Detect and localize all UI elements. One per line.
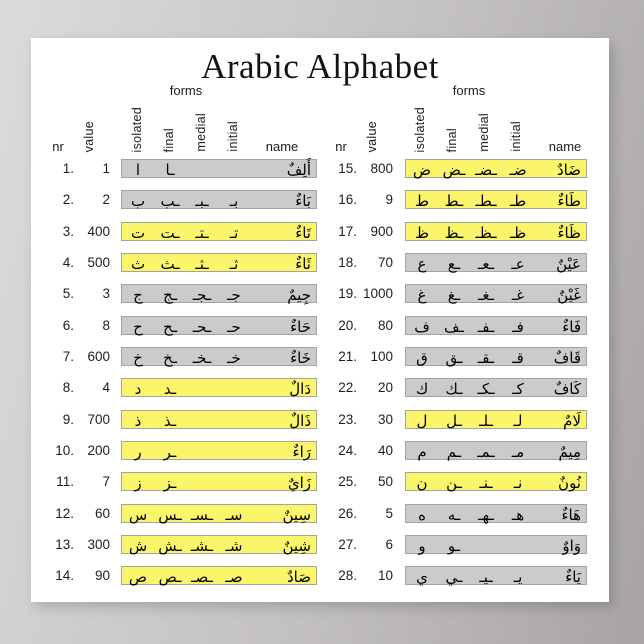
letter-bar (405, 190, 587, 209)
abjad-value: 90 (94, 568, 110, 584)
initial-form: كـ (512, 380, 524, 399)
abjad-value: 600 (87, 349, 110, 365)
initial-form: نـ (513, 474, 523, 493)
abjad-value: 4 (102, 380, 110, 396)
isolated-form: خ (133, 349, 143, 368)
abjad-value: 200 (87, 443, 110, 459)
letter-name: دَالٌ (289, 380, 311, 399)
letter-bar (405, 441, 587, 460)
abjad-value: 700 (87, 411, 110, 427)
alphabet-row (42, 566, 329, 597)
initial-form: خـ (227, 349, 241, 368)
alphabet-row (42, 441, 329, 472)
final-form: ـج (162, 286, 178, 305)
abjad-value: 400 (87, 223, 110, 239)
letter-bar (405, 378, 587, 397)
medial-form: ـنـ (479, 474, 493, 493)
final-form: ـع (447, 255, 461, 274)
alphabet-row (325, 535, 598, 566)
medial-form: ـطـ (475, 192, 497, 211)
initial-form (218, 473, 250, 490)
row-number: 28. (338, 568, 357, 584)
letter-bar (121, 159, 317, 178)
abjad-value: 5 (385, 505, 393, 521)
final-form: ـز (163, 474, 177, 493)
final-form: ـك (445, 380, 463, 399)
initial-form: مـ (511, 443, 525, 462)
letter-bar (405, 472, 587, 491)
abjad-value: 9 (385, 192, 393, 208)
medial-form: ـيـ (479, 568, 493, 587)
letter-bar (405, 504, 587, 523)
final-form: ـي (445, 568, 463, 587)
medial-form (470, 536, 502, 553)
letter-bar (405, 159, 587, 178)
isolated-form: ل (416, 411, 428, 430)
initial-form (218, 160, 250, 177)
final-form: ـم (446, 443, 462, 462)
alphabet-row (325, 284, 598, 315)
alphabet-row (42, 284, 329, 315)
isolated-form: ت (130, 223, 146, 242)
abjad-value: 800 (370, 161, 393, 176)
row-number: 13. (55, 537, 74, 553)
letter-bar (121, 441, 317, 460)
letter-name: شِينٌ (282, 537, 311, 556)
isolated-form: ن (416, 474, 428, 493)
final-form: ـخ (162, 349, 178, 368)
medial-form: ـتـ (195, 223, 209, 242)
right-table (325, 82, 598, 596)
final-form: ـق (445, 349, 463, 368)
initial-form: قـ (512, 349, 524, 368)
medial-form: ـسـ (190, 505, 214, 524)
alphabet-row (42, 190, 329, 221)
initial-form: ظـ (509, 223, 527, 242)
isolated-form: ر (134, 443, 142, 462)
final-form: ـو (447, 537, 461, 556)
initial-form: طـ (509, 192, 527, 211)
isolated-form: ث (130, 255, 146, 274)
letter-name: عَيْنٌ (556, 255, 581, 274)
medial-form: ـصـ (191, 568, 213, 587)
letter-bar (405, 284, 587, 303)
alphabet-row (325, 347, 598, 378)
right-table-rows (325, 159, 598, 598)
nr-header: nr (335, 139, 347, 154)
medial-form (186, 473, 218, 490)
letter-bar (121, 316, 317, 335)
letter-name: هَاءٌ (561, 505, 581, 524)
medial-form: ـجـ (192, 286, 212, 305)
abjad-value: 1000 (362, 286, 393, 302)
final-form: ـن (446, 474, 462, 493)
initial-form: حـ (227, 317, 241, 336)
row-number: 19. (338, 286, 357, 302)
final-form: ـس (158, 505, 182, 524)
row-number: 22. (338, 380, 357, 396)
abjad-value: 100 (370, 349, 393, 365)
alphabet-row (325, 566, 598, 597)
letter-name: سِينٌ (282, 505, 311, 524)
row-number: 6. (62, 317, 74, 333)
final-form: ـد (163, 380, 177, 399)
row-number: 15. (338, 161, 357, 176)
initial-form: سـ (225, 505, 243, 524)
isolated-form: ط (415, 192, 429, 211)
row-number: 21. (338, 349, 357, 365)
abjad-value: 40 (377, 443, 393, 459)
abjad-value: 10 (377, 568, 393, 584)
abjad-value: 20 (377, 380, 393, 396)
letter-name: أَلِفٌ (286, 161, 311, 179)
abjad-value: 8 (102, 317, 110, 333)
forms-header: forms (452, 83, 486, 98)
isolated-form: ذ (134, 411, 142, 430)
initial-form: هـ (511, 505, 525, 524)
initial-form: شـ (225, 537, 243, 556)
alphabet-row (325, 378, 598, 409)
letter-bar (121, 472, 317, 491)
final-form: ـل (446, 411, 462, 430)
abjad-value: 2 (102, 192, 110, 208)
isolated-form: م (417, 443, 427, 462)
isolated-form: ص (128, 568, 148, 587)
initial-form: فـ (512, 317, 524, 336)
initial-form: لـ (513, 411, 523, 430)
medial-form: ـحـ (192, 317, 212, 336)
row-number: 17. (338, 223, 357, 239)
final-form: ـط (444, 192, 464, 211)
isolated-form: ح (133, 317, 143, 336)
initial-form (502, 536, 534, 553)
abjad-value: 7 (102, 474, 110, 490)
isolated-form: و (418, 537, 426, 556)
row-number: 11. (56, 474, 74, 490)
letter-name: زَايٌ (287, 474, 311, 493)
final-form: ـذ (163, 411, 177, 430)
medial-form: ـهـ (478, 505, 494, 524)
final-form: ـغ (447, 286, 461, 305)
isolated-form: ق (416, 349, 428, 368)
isolated-header: isolated (413, 106, 427, 152)
alphabet-row (42, 316, 329, 347)
letter-name: طَاءٌ (557, 192, 581, 211)
medial-header: medial (477, 113, 491, 152)
initial-form: عـ (511, 255, 525, 274)
isolated-form: ف (414, 317, 430, 336)
medial-form: ـظـ (475, 223, 497, 242)
medial-form (186, 442, 218, 459)
alphabet-row (42, 159, 329, 190)
row-number: 23. (338, 411, 357, 427)
name-header: name (548, 139, 582, 154)
value-header: value (82, 120, 96, 152)
letter-bar (405, 222, 587, 241)
alphabet-row (42, 410, 329, 441)
letter-bar (121, 222, 317, 241)
abjad-value: 60 (94, 505, 110, 521)
medial-form (186, 411, 218, 428)
medial-form: ـكـ (477, 380, 495, 399)
letter-name: رَاءٌ (292, 443, 311, 462)
medial-form: ـشـ (190, 537, 214, 556)
letter-bar (121, 347, 317, 366)
row-number: 26. (338, 505, 357, 521)
abjad-value: 70 (377, 255, 393, 271)
alphabet-row (42, 253, 329, 284)
row-number: 16. (338, 192, 357, 208)
initial-form: يـ (513, 568, 523, 587)
initial-form (218, 379, 250, 396)
letter-bar (121, 410, 317, 429)
initial-header: initial (509, 121, 523, 152)
final-form: ـض (442, 161, 466, 179)
alphabet-row (325, 410, 598, 441)
letter-name: ضَادٌ (557, 161, 581, 179)
alphabet-row (325, 253, 598, 284)
letter-name: لَامٌ (563, 411, 581, 430)
isolated-form: ه (418, 505, 426, 524)
value-header: value (365, 120, 379, 152)
letter-name: مِيمٌ (558, 443, 581, 462)
abjad-value: 1 (102, 161, 110, 176)
final-form: ـب (160, 192, 180, 211)
letter-name: فَاءٌ (562, 317, 581, 336)
initial-form (218, 411, 250, 428)
alphabet-row (42, 347, 329, 378)
medial-form: ـضـ (475, 161, 497, 179)
letter-bar (405, 316, 587, 335)
right-table-header (325, 82, 598, 159)
final-form: ـش (158, 537, 182, 556)
letter-name: ثَاءٌ (295, 255, 311, 274)
letter-name: قَافٌ (553, 349, 581, 368)
alphabet-row (325, 504, 598, 535)
final-form: ـه (447, 505, 461, 524)
left-table-rows (42, 159, 329, 598)
row-number: 10. (55, 443, 74, 459)
alphabet-row (42, 378, 329, 409)
isolated-form: ض (412, 161, 432, 179)
nr-header: nr (52, 139, 64, 154)
alphabet-row (42, 504, 329, 535)
letter-bar (121, 284, 317, 303)
isolated-form: غ (417, 286, 427, 305)
alphabet-row (325, 441, 598, 472)
left-table (42, 82, 329, 596)
final-form: ـص (158, 568, 182, 587)
row-number: 4. (62, 255, 74, 271)
row-number: 2. (62, 192, 74, 208)
initial-form: بـ (229, 192, 239, 211)
isolated-form: ع (417, 255, 427, 274)
medial-header: medial (194, 113, 208, 152)
abjad-value: 80 (377, 317, 393, 333)
letter-name: خَاءٌ (290, 349, 311, 368)
row-number: 5. (62, 286, 74, 302)
poster (31, 38, 609, 602)
letter-name: وَاوٌ (562, 537, 581, 556)
abjad-value: 50 (377, 474, 393, 490)
final-form: ـظ (444, 223, 464, 242)
letter-name: نُونٌ (558, 474, 581, 493)
medial-form: ـبـ (195, 192, 209, 211)
isolated-form: ب (130, 192, 146, 211)
row-number: 9. (62, 411, 74, 427)
letter-bar (405, 410, 587, 429)
poster-title: Arabic Alphabet (201, 47, 439, 86)
abjad-value: 300 (87, 537, 110, 553)
isolated-form: د (134, 380, 142, 399)
forms-header: forms (169, 83, 203, 98)
letter-name: تَاءٌ (295, 223, 311, 242)
medial-form: ـفـ (477, 317, 495, 336)
letter-name: ظَاءٌ (557, 223, 581, 242)
final-header: final (162, 127, 176, 152)
row-number: 24. (338, 443, 357, 459)
row-number: 7. (62, 349, 74, 365)
isolated-form: ك (415, 380, 429, 399)
letter-bar (121, 378, 317, 397)
letter-name: يَاءٌ (565, 568, 581, 587)
letter-name: صَادٌ (287, 568, 311, 587)
isolated-form: ي (416, 568, 428, 587)
initial-form: صـ (225, 568, 243, 587)
initial-header: initial (226, 121, 240, 152)
letter-name: جِيمٌ (287, 286, 311, 305)
letter-name: بَاءٌ (295, 192, 311, 211)
isolated-form: ز (134, 474, 142, 493)
letter-name: حَاءٌ (290, 317, 311, 336)
letter-bar (121, 566, 317, 585)
isolated-form: ش (128, 537, 148, 556)
alphabet-row (42, 535, 329, 566)
final-form: ـر (163, 443, 177, 462)
letter-bar (405, 566, 587, 585)
medial-form (186, 379, 218, 396)
medial-form (186, 160, 218, 177)
alphabet-row (325, 159, 598, 190)
letter-bar (405, 535, 587, 554)
row-number: 3. (62, 223, 74, 239)
row-number: 25. (338, 474, 357, 490)
initial-form: ضـ (509, 161, 527, 179)
final-form: ـت (160, 223, 180, 242)
initial-form: تـ (229, 223, 239, 242)
alphabet-row (325, 190, 598, 221)
medial-form: ـقـ (477, 349, 495, 368)
letter-name: ذَالٌ (289, 411, 311, 430)
medial-form: ـثـ (195, 255, 209, 274)
medial-form: ـخـ (192, 349, 212, 368)
final-form: ـا (165, 161, 175, 179)
medial-form: ـمـ (477, 443, 495, 462)
letter-bar (121, 190, 317, 209)
medial-form: ـغـ (477, 286, 495, 305)
abjad-value: 3 (102, 286, 110, 302)
letter-bar (121, 253, 317, 272)
alphabet-row (325, 222, 598, 253)
final-header: final (445, 127, 459, 152)
row-number: 14. (55, 568, 74, 584)
initial-form: جـ (227, 286, 241, 305)
final-form: ـث (160, 255, 180, 274)
alphabet-row (325, 316, 598, 347)
final-form: ـح (162, 317, 178, 336)
alphabet-row (325, 472, 598, 503)
letter-name: غَيْنٌ (557, 286, 581, 305)
letter-bar (405, 253, 587, 272)
alphabet-row (42, 222, 329, 253)
isolated-form: ج (133, 286, 143, 305)
medial-form: ـعـ (477, 255, 495, 274)
letter-bar (121, 535, 317, 554)
isolated-header: isolated (130, 106, 144, 152)
final-form: ـف (444, 317, 464, 336)
letter-bar (405, 347, 587, 366)
isolated-form: س (128, 505, 148, 524)
row-number: 12. (55, 505, 74, 521)
initial-form: غـ (511, 286, 525, 305)
name-header: name (265, 139, 299, 154)
abjad-value: 900 (370, 223, 393, 239)
isolated-form: ا (135, 161, 141, 179)
alphabet-row (42, 472, 329, 503)
row-number: 27. (338, 537, 357, 553)
row-number: 20. (338, 317, 357, 333)
abjad-value: 500 (87, 255, 110, 271)
letter-bar (121, 504, 317, 523)
left-table-header (42, 82, 329, 159)
abjad-value: 30 (377, 411, 393, 427)
medial-form: ـلـ (479, 411, 493, 430)
initial-form: ثـ (229, 255, 239, 274)
row-number: 18. (338, 255, 357, 271)
row-number: 8. (62, 380, 74, 396)
isolated-form: ظ (415, 223, 429, 242)
abjad-value: 6 (385, 537, 393, 553)
letter-name: كَافٌ (553, 380, 581, 399)
initial-form (218, 442, 250, 459)
row-number: 1. (62, 161, 74, 176)
